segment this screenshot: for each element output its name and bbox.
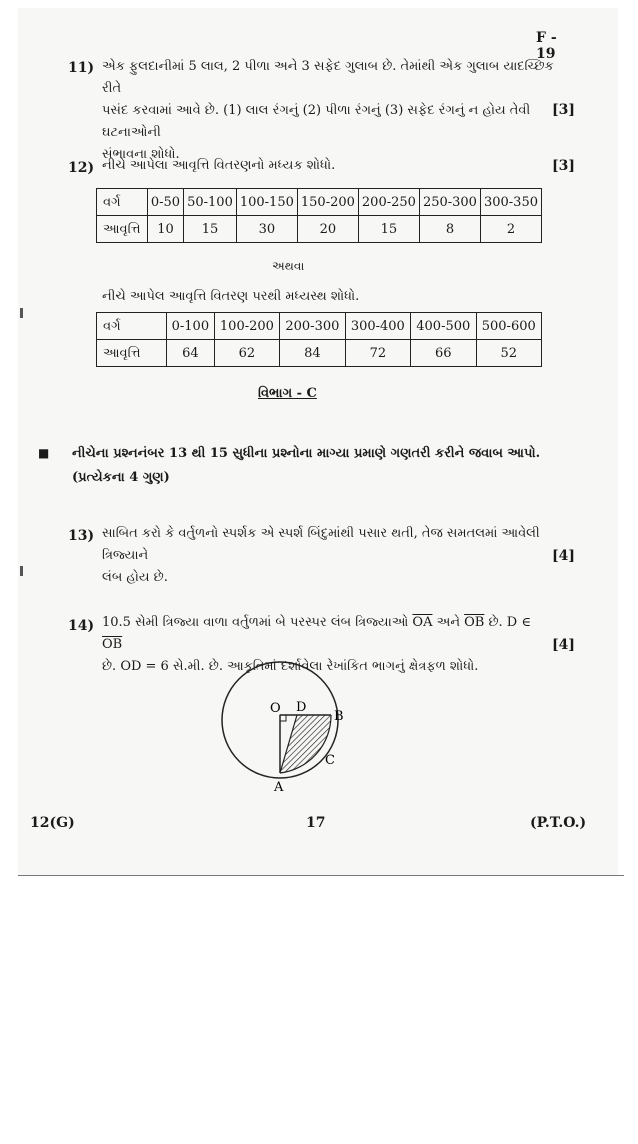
table-cell: 8 bbox=[419, 216, 480, 243]
table-cell: 400-500 bbox=[411, 313, 476, 340]
circle-figure bbox=[210, 660, 360, 795]
q13-line: લંબ હોય છે. bbox=[102, 570, 168, 585]
q11-number: 11) bbox=[68, 60, 95, 76]
page-code: F - 19 bbox=[536, 30, 557, 62]
mean-table bbox=[96, 188, 542, 243]
table-cell: 64 bbox=[167, 340, 215, 367]
table-header-cell: આવૃત્તિ bbox=[97, 340, 167, 367]
margin-mark bbox=[20, 308, 23, 318]
table-cell: 30 bbox=[236, 216, 297, 243]
segment-oa: $\overline{OA}$ bbox=[412, 615, 433, 630]
q11-text bbox=[102, 56, 572, 166]
table-cell: 250-300 bbox=[419, 189, 480, 216]
table-cell: 2 bbox=[480, 216, 541, 243]
q14-line1-pre: 10.5 સેમી ત્રિજ્યા વાળા વર્તુળમાં બે પરસ્પર લંબ ત્રિજ્યાઓ bbox=[102, 615, 413, 630]
table-cell: 72 bbox=[345, 340, 410, 367]
page-number: 17 bbox=[306, 815, 326, 831]
label-o: O bbox=[270, 701, 281, 716]
table-header-cell: વર્ગ bbox=[97, 189, 148, 216]
label-c: C bbox=[325, 753, 335, 768]
instruction-line: નીચેના પ્રશ્નનંબર 13 થી 15 સુધીના પ્રશ્નોના માગ્યા પ્રમાણે ગણતરી કરીને જવાબ આપો. bbox=[72, 446, 541, 461]
segment-ob: $\overline{OB}$ bbox=[464, 615, 485, 630]
footer-left: 12(G) bbox=[30, 815, 75, 831]
table-cell: 15 bbox=[184, 216, 237, 243]
table-row bbox=[97, 313, 542, 340]
table-cell: 200-250 bbox=[358, 189, 419, 216]
table-cell: 84 bbox=[280, 340, 345, 367]
q12-text: નીચે આપેલા આવૃત્તિ વિતરણનો મધ્યક શોધો. bbox=[102, 158, 336, 173]
table-cell: 0-100 bbox=[167, 313, 215, 340]
table-cell: 150-200 bbox=[297, 189, 358, 216]
instruction-line: (પ્રત્યેકના 4 ગુણ) bbox=[72, 470, 170, 485]
label-a: A bbox=[274, 780, 284, 795]
q12-alt-text: નીચે આપેલ આવૃત્તિ વિતરણ પરથી મધ્યસ્થ શોધો. bbox=[102, 289, 360, 304]
table-cell: 200-300 bbox=[280, 313, 345, 340]
table-cell: 500-600 bbox=[476, 313, 541, 340]
table-cell: 0-50 bbox=[147, 189, 183, 216]
table-cell: 300-350 bbox=[480, 189, 541, 216]
table-header-cell: આવૃત્તિ bbox=[97, 216, 148, 243]
right-angle-mark bbox=[280, 715, 286, 721]
margin-mark bbox=[20, 566, 23, 576]
table-row bbox=[97, 216, 542, 243]
q12-marks: [3] bbox=[552, 158, 575, 174]
segment-ob: $\overline{OB}$ bbox=[102, 637, 123, 652]
table-cell: 66 bbox=[411, 340, 476, 367]
table-cell: 100-200 bbox=[214, 313, 279, 340]
table-cell: 52 bbox=[476, 340, 541, 367]
q11-line: પસંદ કરવામાં આવે છે. (1) લાલ રંગનું (2) પીળા રંગનું (3) સફેદ રંગનું ન હોય તેવી ઘટનાઓની bbox=[102, 103, 531, 140]
page-edge bbox=[18, 875, 624, 876]
q14-marks: [4] bbox=[552, 637, 575, 653]
table-header-cell: વર્ગ bbox=[97, 313, 167, 340]
table-row bbox=[97, 189, 542, 216]
q14-number: 14) bbox=[68, 618, 95, 634]
q13-marks: [4] bbox=[552, 548, 575, 564]
table-row bbox=[97, 340, 542, 367]
table-cell: 20 bbox=[297, 216, 358, 243]
q12-number: 12) bbox=[68, 160, 95, 176]
q11-line: સંભાવના શોધો. bbox=[102, 147, 180, 162]
table-cell: 10 bbox=[147, 216, 183, 243]
q14-line1-post: છે. D ∈ bbox=[484, 615, 531, 630]
or-text: અથવા bbox=[272, 259, 305, 273]
table-cell: 300-400 bbox=[345, 313, 410, 340]
footer-right: (P.T.O.) bbox=[530, 815, 587, 831]
and-text: અને bbox=[432, 615, 465, 630]
label-b: B bbox=[334, 709, 344, 724]
table-cell: 62 bbox=[214, 340, 279, 367]
q13-number: 13) bbox=[68, 528, 95, 544]
q13-text bbox=[102, 523, 562, 589]
q13-line: સાબિત કરો કે વર્તુળનો સ્પર્શક એ સ્પર્શ બિંદુમાંથી પસાર થતી, તેજ સમતલમાં આવેલી ત્રિજ્યાને bbox=[102, 526, 540, 563]
label-d: D bbox=[296, 700, 307, 715]
q14-line bbox=[102, 612, 552, 656]
table-cell: 50-100 bbox=[184, 189, 237, 216]
q11-marks: [3] bbox=[552, 102, 575, 118]
table-cell: 15 bbox=[358, 216, 419, 243]
section-instructions bbox=[72, 442, 572, 490]
median-table bbox=[96, 312, 542, 367]
table-cell: 100-150 bbox=[236, 189, 297, 216]
q11-line: એક ફુલદાનીમાં 5 લાલ, 2 પીળા અને 3 સફેદ ગુલાબ છે. તેમાંથી એક ગુલાબ યાદચ્છિક રીતે bbox=[102, 59, 554, 96]
section-title: વિભાગ - C bbox=[258, 386, 317, 401]
q14-line: છે. OD = 6 સે.મી. છે. આકૃતિમાં દર્શાવેલા રેખાંકિત ભાગનું ક્ષેત્રફળ શોધો. bbox=[102, 659, 479, 674]
bullet-icon: ■ bbox=[38, 446, 50, 460]
